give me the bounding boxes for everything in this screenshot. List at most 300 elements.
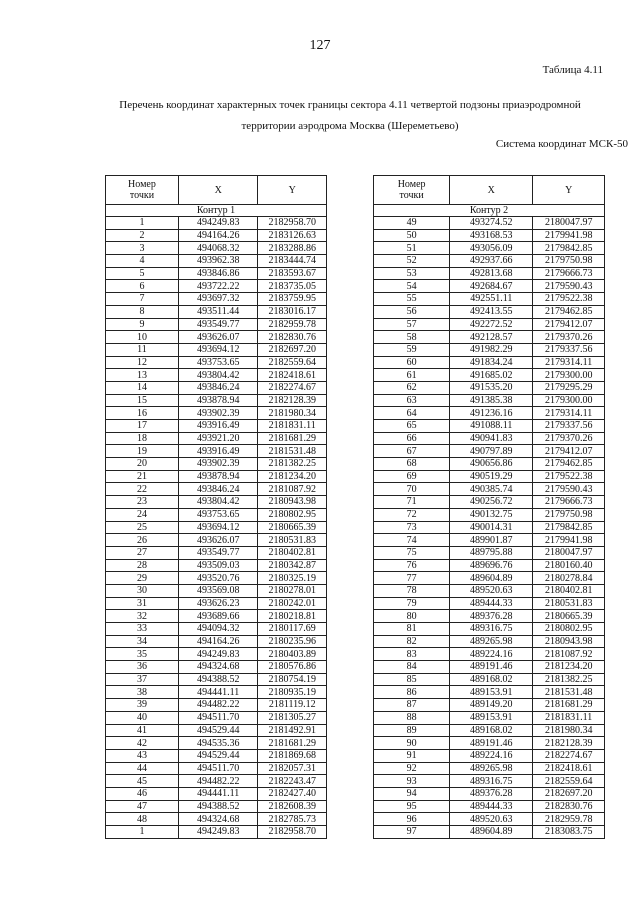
point-number-cell: 5 [106, 267, 179, 280]
point-number-cell: 55 [374, 293, 450, 306]
y-coordinate-cell: 2181681.29 [533, 699, 605, 712]
y-coordinate-cell: 2179370.26 [533, 331, 605, 344]
point-number-cell: 39 [106, 699, 179, 712]
y-coordinate-cell: 2180802.95 [258, 508, 327, 521]
x-coordinate-cell: 494324.68 [178, 813, 258, 826]
point-number-cell: 38 [106, 686, 179, 699]
point-number-cell: 13 [106, 369, 179, 382]
point-number-cell: 53 [374, 267, 450, 280]
table-row [374, 813, 605, 826]
table-row [106, 610, 327, 623]
table-row [374, 762, 605, 775]
x-coordinate-cell: 493511.44 [178, 305, 258, 318]
x-coordinate-cell: 492413.55 [450, 305, 533, 318]
point-number-cell: 14 [106, 381, 179, 394]
table-row [374, 331, 605, 344]
coordinates-table-contour-2 [373, 175, 605, 839]
x-coordinate-cell: 489444.33 [450, 597, 533, 610]
point-number-cell: 46 [106, 787, 179, 800]
coordinate-system-label: Система координат МСК-50 [495, 138, 628, 150]
point-number-cell: 91 [374, 749, 450, 762]
table-row [374, 369, 605, 382]
y-coordinate-cell: 2182427.40 [258, 787, 327, 800]
x-coordinate-cell: 493846.24 [178, 483, 258, 496]
x-coordinate-cell: 494324.68 [178, 661, 258, 674]
x-coordinate-cell: 489191.46 [450, 737, 533, 750]
x-coordinate-cell: 494068.32 [178, 242, 258, 255]
point-number-cell: 85 [374, 673, 450, 686]
x-coordinate-cell: 494482.22 [178, 699, 258, 712]
table-row [106, 711, 327, 724]
point-number-cell: 12 [106, 356, 179, 369]
table-row [106, 432, 327, 445]
table-row [106, 381, 327, 394]
y-coordinate-cell: 2183759.95 [258, 293, 327, 306]
point-number-cell: 68 [374, 458, 450, 471]
point-number-cell: 10 [106, 331, 179, 344]
point-number-cell: 36 [106, 661, 179, 674]
point-number-cell: 88 [374, 711, 450, 724]
table-row [374, 508, 605, 521]
x-coordinate-cell: 493804.42 [178, 496, 258, 509]
document-title [60, 95, 640, 137]
y-coordinate-cell: 2181087.92 [533, 648, 605, 661]
x-coordinate-cell: 489795.88 [450, 546, 533, 559]
table-row [106, 521, 327, 534]
y-coordinate-cell: 2181234.20 [258, 470, 327, 483]
header-point-line-2: точки [399, 190, 424, 201]
coordinates-table-contour-1 [105, 175, 327, 839]
point-number-cell: 42 [106, 737, 179, 750]
y-coordinate-cell: 2182128.39 [533, 737, 605, 750]
table-row [374, 356, 605, 369]
x-coordinate-cell: 494511.70 [178, 711, 258, 724]
x-coordinate-cell: 493549.77 [178, 546, 258, 559]
point-number-cell: 26 [106, 534, 179, 547]
table-row [374, 559, 605, 572]
y-coordinate-cell: 2179666.73 [533, 496, 605, 509]
table-row [374, 305, 605, 318]
point-number-cell: 45 [106, 775, 179, 788]
y-coordinate-cell: 2179590.43 [533, 280, 605, 293]
table-row [374, 597, 605, 610]
table-row [106, 305, 327, 318]
y-coordinate-cell: 2179337.56 [533, 343, 605, 356]
contour-row [374, 205, 605, 217]
x-coordinate-cell: 493846.24 [178, 381, 258, 394]
y-coordinate-cell: 2179337.56 [533, 420, 605, 433]
x-coordinate-cell: 491834.24 [450, 356, 533, 369]
y-coordinate-cell: 2180278.01 [258, 584, 327, 597]
x-coordinate-cell: 489376.28 [450, 610, 533, 623]
x-coordinate-cell: 489696.76 [450, 559, 533, 572]
x-coordinate-cell: 489265.98 [450, 762, 533, 775]
x-coordinate-cell: 489604.89 [450, 572, 533, 585]
point-number-cell: 84 [374, 661, 450, 674]
y-coordinate-cell: 2180278.84 [533, 572, 605, 585]
point-number-cell: 89 [374, 724, 450, 737]
point-number-cell: 23 [106, 496, 179, 509]
table-row [374, 635, 605, 648]
y-coordinate-cell: 2181531.48 [533, 686, 605, 699]
point-number-cell: 57 [374, 318, 450, 331]
y-coordinate-cell: 2179750.98 [533, 508, 605, 521]
x-coordinate-cell: 493694.12 [178, 343, 258, 356]
header-x: X [178, 176, 258, 205]
table-row [106, 775, 327, 788]
table-row [374, 711, 605, 724]
x-coordinate-cell: 491535.20 [450, 381, 533, 394]
table-row [374, 343, 605, 356]
point-number-cell: 64 [374, 407, 450, 420]
y-coordinate-cell: 2180402.81 [533, 584, 605, 597]
x-coordinate-cell: 494388.52 [178, 673, 258, 686]
table-row [106, 293, 327, 306]
point-number-cell: 90 [374, 737, 450, 750]
header-x: X [450, 176, 533, 205]
table-row [374, 787, 605, 800]
table-row [374, 394, 605, 407]
y-coordinate-cell: 2181119.12 [258, 699, 327, 712]
table-row [374, 623, 605, 636]
table-row [106, 749, 327, 762]
x-coordinate-cell: 493878.94 [178, 394, 258, 407]
table-row [106, 559, 327, 572]
y-coordinate-cell: 2182958.70 [258, 826, 327, 839]
y-coordinate-cell: 2179842.85 [533, 521, 605, 534]
point-number-cell: 79 [374, 597, 450, 610]
y-coordinate-cell: 2181980.34 [258, 407, 327, 420]
x-coordinate-cell: 493804.42 [178, 369, 258, 382]
point-number-cell: 72 [374, 508, 450, 521]
table-row [106, 407, 327, 420]
y-coordinate-cell: 2182559.64 [258, 356, 327, 369]
table-row [106, 318, 327, 331]
contour-label: Контур 2 [374, 205, 605, 217]
table-row [106, 483, 327, 496]
y-coordinate-cell: 2183126.63 [258, 229, 327, 242]
y-coordinate-cell: 2183444.74 [258, 255, 327, 268]
point-number-cell: 48 [106, 813, 179, 826]
y-coordinate-cell: 2182959.78 [533, 813, 605, 826]
table-row [106, 470, 327, 483]
point-number-cell: 3 [106, 242, 179, 255]
table-row [106, 673, 327, 686]
table-row [106, 369, 327, 382]
x-coordinate-cell: 493626.07 [178, 534, 258, 547]
y-coordinate-cell: 2179590.43 [533, 483, 605, 496]
table-row [106, 356, 327, 369]
table-row [374, 610, 605, 623]
x-coordinate-cell: 489168.02 [450, 724, 533, 737]
table-row [106, 572, 327, 585]
table-row [374, 648, 605, 661]
y-coordinate-cell: 2180665.39 [533, 610, 605, 623]
x-coordinate-cell: 493846.86 [178, 267, 258, 280]
x-coordinate-cell: 489520.63 [450, 584, 533, 597]
table-row [106, 635, 327, 648]
x-coordinate-cell: 493274.52 [450, 217, 533, 230]
table-row [374, 800, 605, 813]
point-number-cell: 96 [374, 813, 450, 826]
y-coordinate-cell: 2182785.73 [258, 813, 327, 826]
table-row [106, 496, 327, 509]
x-coordinate-cell: 494249.83 [178, 826, 258, 839]
point-number-cell: 59 [374, 343, 450, 356]
header-point-line-1: Номер [397, 179, 426, 190]
point-number-cell: 62 [374, 381, 450, 394]
table-row [374, 293, 605, 306]
y-coordinate-cell: 2182274.67 [258, 381, 327, 394]
x-coordinate-cell: 494164.26 [178, 229, 258, 242]
point-number-cell: 69 [374, 470, 450, 483]
point-number-cell: 43 [106, 749, 179, 762]
x-coordinate-cell: 493626.07 [178, 331, 258, 344]
point-number-cell: 82 [374, 635, 450, 648]
table-row [374, 584, 605, 597]
table-row [106, 445, 327, 458]
point-number-cell: 24 [106, 508, 179, 521]
table-row [374, 673, 605, 686]
point-number-cell: 22 [106, 483, 179, 496]
x-coordinate-cell: 489153.91 [450, 686, 533, 699]
x-coordinate-cell: 493902.39 [178, 458, 258, 471]
point-number-cell: 94 [374, 787, 450, 800]
y-coordinate-cell: 2179462.85 [533, 458, 605, 471]
y-coordinate-cell: 2180802.95 [533, 623, 605, 636]
y-coordinate-cell: 2179522.38 [533, 470, 605, 483]
point-number-cell: 83 [374, 648, 450, 661]
point-number-cell: 2 [106, 229, 179, 242]
y-coordinate-cell: 2182959.78 [258, 318, 327, 331]
table-row [106, 229, 327, 242]
x-coordinate-cell: 494482.22 [178, 775, 258, 788]
x-coordinate-cell: 494388.52 [178, 800, 258, 813]
x-coordinate-cell: 492551.11 [450, 293, 533, 306]
y-coordinate-cell: 2182559.64 [533, 775, 605, 788]
y-coordinate-cell: 2179462.85 [533, 305, 605, 318]
y-coordinate-cell: 2180047.97 [533, 217, 605, 230]
y-coordinate-cell: 2183288.86 [258, 242, 327, 255]
y-coordinate-cell: 2181681.29 [258, 737, 327, 750]
x-coordinate-cell: 489224.16 [450, 648, 533, 661]
y-coordinate-cell: 2182830.76 [533, 800, 605, 813]
table-row [106, 787, 327, 800]
point-number-cell: 60 [374, 356, 450, 369]
point-number-cell: 74 [374, 534, 450, 547]
table-row [106, 508, 327, 521]
point-number-cell: 4 [106, 255, 179, 268]
table-row [106, 584, 327, 597]
x-coordinate-cell: 491982.29 [450, 343, 533, 356]
x-coordinate-cell: 493878.94 [178, 470, 258, 483]
point-number-cell: 17 [106, 420, 179, 433]
table-row [374, 407, 605, 420]
x-coordinate-cell: 490385.74 [450, 483, 533, 496]
table-row [106, 762, 327, 775]
x-coordinate-cell: 493509.03 [178, 559, 258, 572]
table-row [106, 458, 327, 471]
y-coordinate-cell: 2180943.98 [533, 635, 605, 648]
table-row [106, 217, 327, 230]
y-coordinate-cell: 2182057.31 [258, 762, 327, 775]
table-row [106, 343, 327, 356]
contour-row [106, 205, 327, 217]
table-row [374, 699, 605, 712]
point-number-cell: 67 [374, 445, 450, 458]
x-coordinate-cell: 489316.75 [450, 775, 533, 788]
header-point-line-1: Номер [128, 179, 156, 190]
table-row [374, 661, 605, 674]
x-coordinate-cell: 490132.75 [450, 508, 533, 521]
x-coordinate-cell: 490256.72 [450, 496, 533, 509]
table-row [374, 572, 605, 585]
point-number-cell: 70 [374, 483, 450, 496]
y-coordinate-cell: 2182128.39 [258, 394, 327, 407]
x-coordinate-cell: 489224.16 [450, 749, 533, 762]
point-number-cell: 19 [106, 445, 179, 458]
x-coordinate-cell: 493626.23 [178, 597, 258, 610]
point-number-cell: 15 [106, 394, 179, 407]
y-coordinate-cell: 2181087.92 [258, 483, 327, 496]
table-row [374, 775, 605, 788]
page-number: 127 [309, 38, 331, 53]
point-number-cell: 31 [106, 597, 179, 610]
y-coordinate-cell: 2179314.11 [533, 356, 605, 369]
y-coordinate-cell: 2179522.38 [533, 293, 605, 306]
x-coordinate-cell: 493520.76 [178, 572, 258, 585]
point-number-cell: 63 [374, 394, 450, 407]
x-coordinate-cell: 490014.31 [450, 521, 533, 534]
y-coordinate-cell: 2180403.89 [258, 648, 327, 661]
table-row [106, 661, 327, 674]
point-number-cell: 75 [374, 546, 450, 559]
y-coordinate-cell: 2179842.85 [533, 242, 605, 255]
point-number-cell: 56 [374, 305, 450, 318]
table-row [106, 280, 327, 293]
y-coordinate-cell: 2180218.81 [258, 610, 327, 623]
point-number-cell: 8 [106, 305, 179, 318]
table-row [106, 546, 327, 559]
point-number-cell: 1 [106, 826, 179, 839]
y-coordinate-cell: 2179941.98 [533, 229, 605, 242]
table-row [374, 381, 605, 394]
point-number-cell: 76 [374, 559, 450, 572]
y-coordinate-cell: 2181382.25 [533, 673, 605, 686]
x-coordinate-cell: 491236.16 [450, 407, 533, 420]
table-row [374, 534, 605, 547]
y-coordinate-cell: 2182697.20 [533, 787, 605, 800]
y-coordinate-cell: 2179300.00 [533, 394, 605, 407]
table-row [106, 623, 327, 636]
table-row [374, 724, 605, 737]
x-coordinate-cell: 493916.49 [178, 445, 258, 458]
table-row [106, 699, 327, 712]
point-number-cell: 61 [374, 369, 450, 382]
table-row [374, 749, 605, 762]
table-row [106, 534, 327, 547]
point-number-cell: 87 [374, 699, 450, 712]
x-coordinate-cell: 494249.83 [178, 217, 258, 230]
x-coordinate-cell: 489604.89 [450, 826, 533, 839]
y-coordinate-cell: 2181869.68 [258, 749, 327, 762]
point-number-cell: 66 [374, 432, 450, 445]
header-point-number [374, 176, 450, 205]
point-number-cell: 41 [106, 724, 179, 737]
point-number-cell: 7 [106, 293, 179, 306]
y-coordinate-cell: 2182830.76 [258, 331, 327, 344]
x-coordinate-cell: 493694.12 [178, 521, 258, 534]
point-number-cell: 34 [106, 635, 179, 648]
y-coordinate-cell: 2179314.11 [533, 407, 605, 420]
x-coordinate-cell: 493056.09 [450, 242, 533, 255]
header-point-number [106, 176, 179, 205]
x-coordinate-cell: 493962.38 [178, 255, 258, 268]
y-coordinate-cell: 2180935.19 [258, 686, 327, 699]
y-coordinate-cell: 2181531.48 [258, 445, 327, 458]
y-coordinate-cell: 2181234.20 [533, 661, 605, 674]
table-row [106, 597, 327, 610]
table-row [374, 546, 605, 559]
y-coordinate-cell: 2183593.67 [258, 267, 327, 280]
x-coordinate-cell: 494164.26 [178, 635, 258, 648]
point-number-cell: 54 [374, 280, 450, 293]
point-number-cell: 1 [106, 217, 179, 230]
x-coordinate-cell: 490797.89 [450, 445, 533, 458]
point-number-cell: 25 [106, 521, 179, 534]
point-number-cell: 16 [106, 407, 179, 420]
table-row [374, 229, 605, 242]
y-coordinate-cell: 2181681.29 [258, 432, 327, 445]
y-coordinate-cell: 2180576.86 [258, 661, 327, 674]
x-coordinate-cell: 493549.77 [178, 318, 258, 331]
point-number-cell: 27 [106, 546, 179, 559]
table-row [106, 331, 327, 344]
x-coordinate-cell: 493697.32 [178, 293, 258, 306]
point-number-cell: 49 [374, 217, 450, 230]
point-number-cell: 21 [106, 470, 179, 483]
y-coordinate-cell: 2181382.25 [258, 458, 327, 471]
y-coordinate-cell: 2180235.96 [258, 635, 327, 648]
y-coordinate-cell: 2180531.83 [533, 597, 605, 610]
x-coordinate-cell: 489316.75 [450, 623, 533, 636]
table-row [374, 470, 605, 483]
x-coordinate-cell: 489149.20 [450, 699, 533, 712]
y-coordinate-cell: 2182608.39 [258, 800, 327, 813]
point-number-cell: 47 [106, 800, 179, 813]
point-number-cell: 95 [374, 800, 450, 813]
x-coordinate-cell: 493753.65 [178, 356, 258, 369]
y-coordinate-cell: 2179370.26 [533, 432, 605, 445]
y-coordinate-cell: 2183083.75 [533, 826, 605, 839]
y-coordinate-cell: 2180943.98 [258, 496, 327, 509]
point-number-cell: 29 [106, 572, 179, 585]
x-coordinate-cell: 493168.53 [450, 229, 533, 242]
y-coordinate-cell: 2180754.19 [258, 673, 327, 686]
table-row [374, 280, 605, 293]
table-row [374, 420, 605, 433]
y-coordinate-cell: 2180242.01 [258, 597, 327, 610]
table-row [106, 394, 327, 407]
y-coordinate-cell: 2183016.17 [258, 305, 327, 318]
y-coordinate-cell: 2179295.29 [533, 381, 605, 394]
y-coordinate-cell: 2179300.00 [533, 369, 605, 382]
x-coordinate-cell: 490519.29 [450, 470, 533, 483]
table-header-row [106, 176, 327, 205]
point-number-cell: 11 [106, 343, 179, 356]
y-coordinate-cell: 2181305.27 [258, 711, 327, 724]
table-row [106, 267, 327, 280]
